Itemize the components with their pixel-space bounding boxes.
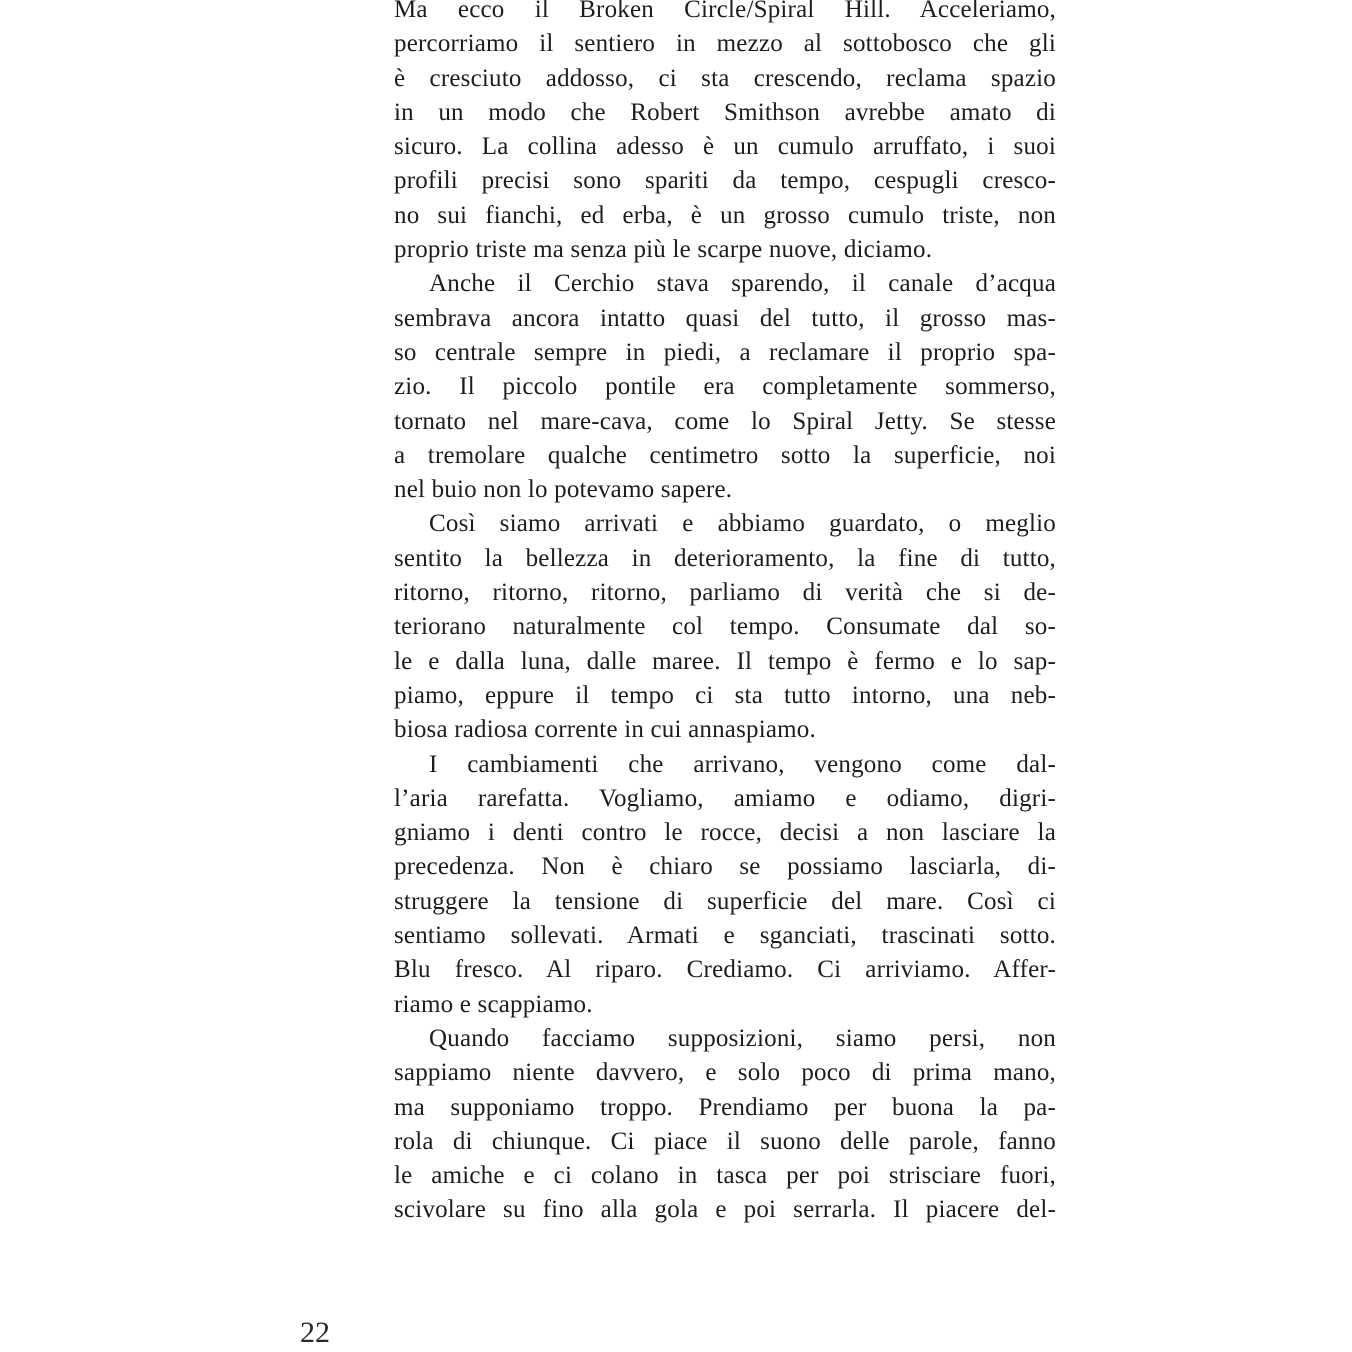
text-line: precedenza. Non è chiaro se possiamo lasciarla, di- [394, 853, 1056, 881]
paragraph [394, 507, 1056, 747]
text-line: so centrale sempre in piedi, a reclamare il proprio spa- [394, 338, 1056, 366]
text-line: in un modo che Robert Smithson avrebbe amato di [394, 98, 1056, 126]
text-line: sentito la bellezza in deterioramento, la fine di tutto, [394, 544, 1056, 572]
text-line: a tremolare qualche centimetro sotto la superficie, noi [394, 441, 1056, 469]
text-line: Così siamo arrivati e abbiamo guardato, o meglio [429, 510, 1056, 538]
text-line: sentiamo sollevati. Armati e sganciati, trascinati sotto. [394, 922, 1056, 950]
text-line: no sui fianchi, ed erba, è un grosso cumulo triste, non [394, 201, 1056, 229]
paragraph [394, 748, 1056, 1022]
text-line: profili precisi sono spariti da tempo, cespugli cresco- [394, 167, 1056, 195]
text-line: struggere la tensione di superficie del mare. Così ci [394, 887, 1056, 915]
paragraph [394, 0, 1056, 267]
text-line: piamo, eppure il tempo ci sta tutto intorno, una neb- [394, 681, 1056, 709]
text-line: I cambiamenti che arrivano, vengono come dal- [429, 750, 1056, 778]
text-line: sicuro. La collina adesso è un cumulo arruffato, i suoi [394, 133, 1056, 161]
text-column [394, 0, 1056, 1228]
text-line: tornato nel mare-cava, come lo Spiral Jetty. Se stesse [394, 407, 1056, 435]
text-line: percorriamo il sentiero in mezzo al sottobosco che gli [394, 30, 1056, 58]
text-line: gniamo i denti contro le rocce, decisi a non lasciare la [394, 819, 1056, 847]
page-number: 22 [300, 1316, 330, 1349]
text-line: le amiche e ci colano in tasca per poi strisciare fuori, [394, 1162, 1056, 1190]
text-line: è cresciuto addosso, ci sta crescendo, reclama spazio [394, 64, 1056, 92]
paragraph [394, 1022, 1056, 1228]
text-line: ritorno, ritorno, ritorno, parliamo di verità che si de- [394, 579, 1056, 607]
text-line: sembrava ancora intatto quasi del tutto, il grosso mas- [394, 304, 1056, 332]
text-line: rola di chiunque. Ci piace il suono delle parole, fanno [394, 1127, 1056, 1155]
text-line: l’aria rarefatta. Vogliamo, amiamo e odiamo, digri- [394, 784, 1056, 812]
text-line: nel buio non lo potevamo sapere. [394, 476, 733, 504]
text-line: scivolare su fino alla gola e poi serrarla. Il piacere del- [394, 1196, 1056, 1224]
text-line: ma supponiamo troppo. Prendiamo per buona la pa- [394, 1093, 1056, 1121]
text-line: Ma ecco il Broken Circle/Spiral Hill. Acceleriamo, [394, 0, 1056, 23]
text-line: Blu fresco. Al riparo. Crediamo. Ci arriviamo. Affer- [394, 956, 1056, 984]
text-line: zio. Il piccolo pontile era completamente sommerso, [394, 373, 1056, 401]
text-line: sappiamo niente davvero, e solo poco di prima mano, [394, 1059, 1056, 1087]
text-line: le e dalla luna, dalle maree. Il tempo è fermo e lo sap- [394, 647, 1056, 675]
text-line: Anche il Cerchio stava sparendo, il canale d’acqua [429, 270, 1056, 298]
text-line: Quando facciamo supposizioni, siamo persi, non [429, 1024, 1056, 1052]
text-line: riamo e scappiamo. [394, 990, 593, 1018]
text-line: teriorano naturalmente col tempo. Consumate dal so- [394, 613, 1056, 641]
text-line: biosa radiosa corrente in cui annaspiamo. [394, 716, 816, 744]
text-line: proprio triste ma senza più le scarpe nuove, diciamo. [394, 236, 933, 264]
paragraph [394, 267, 1056, 507]
